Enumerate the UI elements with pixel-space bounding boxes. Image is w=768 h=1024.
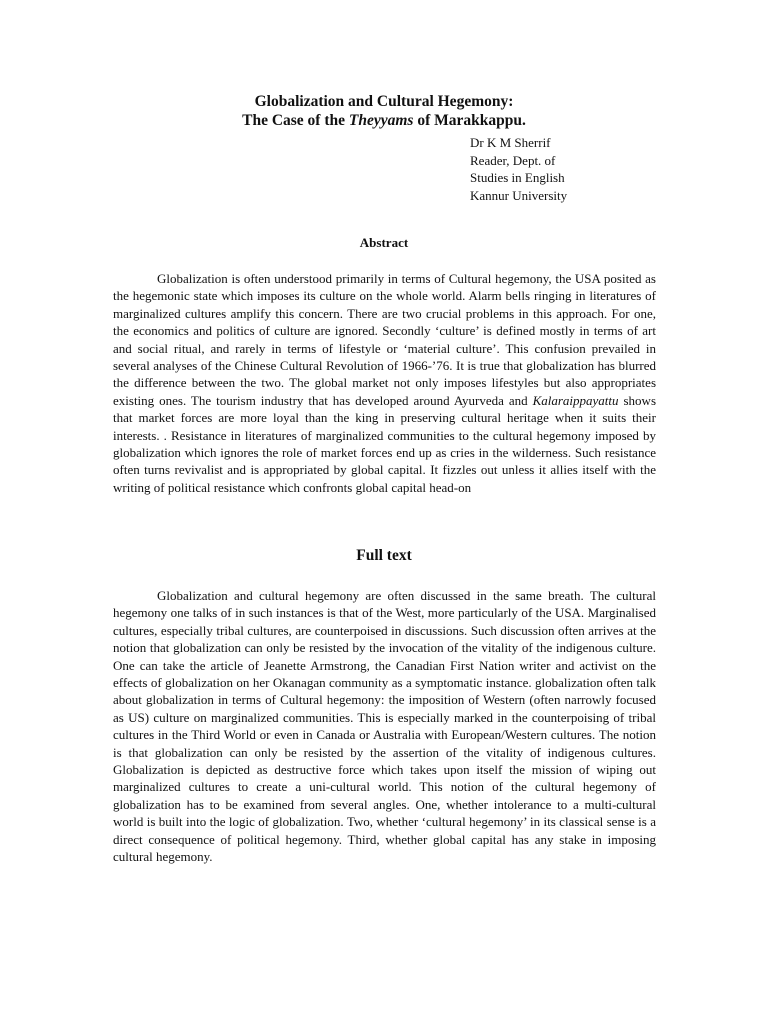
- author-position: Reader, Dept. of: [470, 152, 556, 168]
- author-department: Studies in English: [470, 170, 565, 185]
- fulltext-heading: Full text: [356, 547, 412, 564]
- author-name: Dr K M Sherrif: [470, 135, 551, 150]
- abstract-paragraph: [113, 270, 656, 496]
- author-block: [470, 134, 567, 204]
- title-line-2-suffix: of Marakkappu.: [413, 112, 526, 129]
- abstract-italic-term: Kalaraippayattu: [532, 392, 619, 408]
- abstract-text-part-2: shows that market forces are more loyal than the king in preserving cultural heritage when it suits their interests. . Resistance in literatures of marginalized communities to the cultural hegemony imposed by globalization which ignores the role of market forces end up as cries in the wilderness. Such resistance often turns revivalist and is appropriated by global capital. It fizzles out unless it allies itself with the writing of political resistance which confronts global capital head-on: [113, 392, 656, 495]
- author-university: Kannur University: [470, 187, 568, 203]
- title-line-2-prefix: The Case of the: [242, 112, 349, 129]
- title-line-2: [0, 111, 768, 130]
- title-line-1: Globalization and Cultural Hegemony:: [254, 93, 514, 110]
- title-line-2-italic: Theyyams: [348, 112, 414, 129]
- abstract-heading: Abstract: [359, 235, 409, 250]
- document-title: [0, 92, 768, 130]
- abstract-text-part-1: Globalization is often understood primarily in terms of Cultural hegemony, the USA posited as the hegemonic state which imposes its culture on the whole world. Alarm bells ringing in literatures of marginalized cultures amplify this concern. There are two crucial problems in this approach. For one, the economics and politics of culture are ignored. Secondly ‘culture’ is defined mostly in terms of art and social ritual, and rarely in terms of lifestyle or ‘material culture’. This confusion prevailed in several analyses of the Chinese Cultural Revolution of 1966-’76. It is true that globalization has blurred the difference between the two. The global market not only imposes lifestyles but also appropriates existing ones. The tourism industry that has developed around Ayurveda and: [113, 271, 656, 408]
- fulltext-paragraph: Globalization and cultural hegemony are often discussed in the same breath. The cultural hegemony one talks of in such instances is that of the West, more particularly of the USA. Marginalised cultures, especially tribal cultures, are counterpoised in discussions. Such discussion often arrives at the notion that globalization can only be resisted by the invocation of the vitality of the indigenous culture. One can take the article of Jeanette Armstrong, the Canadian First Nation writer and activist on the effects of globalization on her Okanagan community as a symptomatic instance. globalization often talk about globalization in terms of Cultural hegemony: the imposition of Western (often narrowly focused as US) culture on marginalized communities. This is especially marked in the counterpoising of tribal cultures in the Third World or even in Canada or Australia with European/Western cultures. The notion is that globalization can only be resisted by the assertion of the vitality of indigenous cultures. Globalization is depicted as destructive force which takes upon itself the mission of wiping out marginalized cultures to create a uni-cultural world. This notion of the cultural hegemony of globalization has to be examined from several angles. One, whether intolerance to a multi-cultural world is built into the logic of globalization. Two, whether ‘cultural hegemony’ in its classical sense is a direct consequence of political hegemony. Third, whether global capital has any stake in imposing cultural hegemony.: [113, 588, 656, 865]
